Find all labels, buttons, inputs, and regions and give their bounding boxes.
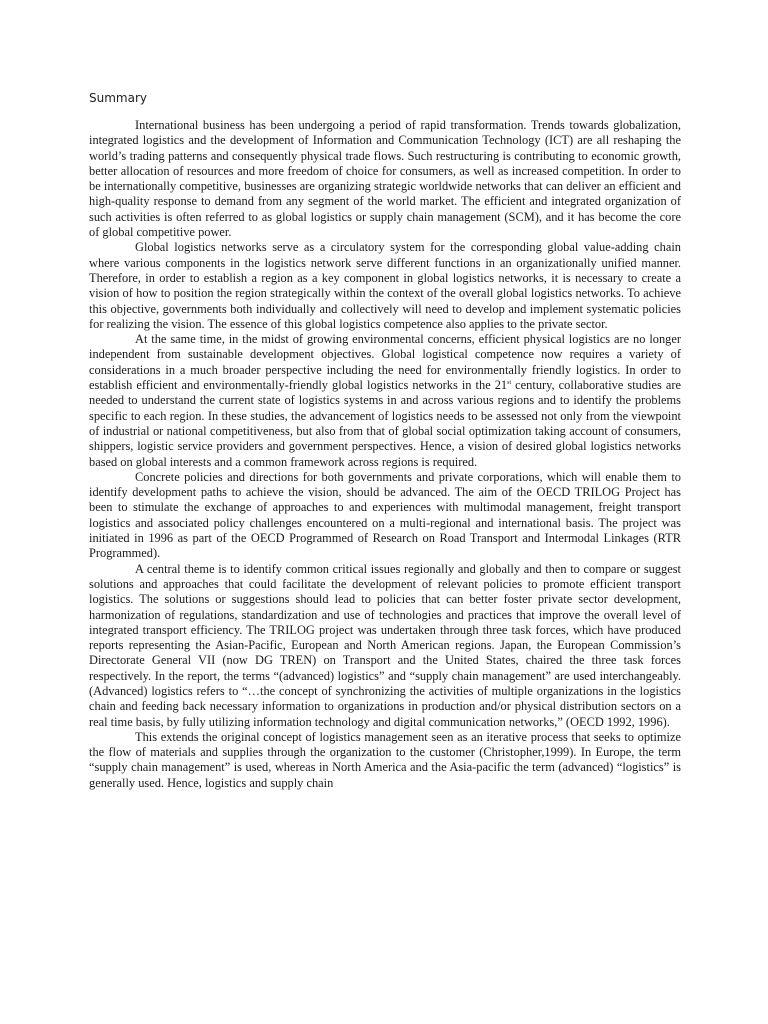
section-heading: Summary: [89, 91, 147, 105]
paragraph-4: Concrete policies and directions for both governments and private corporations, which will enable them to identify development paths to achieve the vision, should be advanced. The aim of the OECD TRILOG Project has been to stimulate the exchange of approaches to and experiences with multimodal management, freight transport logistics and associated policy challenges encountered on a multi-regional and international basis. The project was initiated in 1996 as part of the OECD Programmed of Research on Road Transport and Intermodal Linkages (RTR Programmed).: [89, 469, 681, 561]
paragraph-3-after: century, collaborative studies are needed to understand the current state of logistics systems in and across various regions and to identify the problems specific to each region. In these studies, the advancement of logistics needs to be assessed not only from the viewpoint of industrial or national competitiveness, but also from that of global social optimization taking account of consumers, shippers, logistic service providers and government perspectives. Hence, a vision of desired global logistics networks based on global interests and a common framework across regions is required.: [89, 378, 681, 469]
paragraph-6: This extends the original concept of logistics management seen as an iterative process that seeks to optimize the flow of materials and supplies through the organization to the customer (Christopher,1999). In Europe, the term “supply chain management” is used, whereas in North America and the Asia-pacific the term (advanced) “logistics” is generally used. Hence, logistics and supply chain: [89, 729, 681, 790]
paragraph-5: A central theme is to identify common critical issues regionally and globally and then to compare or suggest solutions and approaches that could facilitate the development of relevant policies to promote efficient transport logistics. The solutions or suggestions should lead to policies that can better foster private sector development, harmonization of regulations, standardization and use of technologies and practices that improve the overall level of integrated transport efficiency. The TRILOG project was undertaken through three task forces, which have produced reports representing the Asian-Pacific, European and North American regions. Japan, the European Commission’s Directorate General VII (now DG TREN) on Transport and the United States, chaired the three task forces respectively. In the report, the terms “(advanced) logistics” and “supply chain management” are used interchangeably. (Advanced) logistics refers to “…the concept of synchronizing the activities of multiple organizations in the logistics chain and feeding back necessary information to organizations in production and/or physical distribution sectors on a real time basis, by fully utilizing information technology and digital communication networks,” (OECD 1992, 1996).: [89, 561, 681, 729]
paragraph-3-before: At the same time, in the midst of growing environmental concerns, efficient physical logistics are no longer independent from sustainable development objectives. Global logistical competence now requires a variety of considerations in a much broader perspective including the need for environmentally friendly logistics. In order to establish efficient and environmentally-friendly global logistics networks in the 21: [89, 332, 681, 393]
paragraph-2: Global logistics networks serve as a circulatory system for the corresponding global value-adding chain where various components in the logistics network serve different functions in an organizationally unified manner. Therefore, in order to establish a region as a key component in global logistics networks, it is necessary to create a vision of how to position the region strategically within the context of the overall global logistics networks. To achieve this objective, governments both individually and collectively will need to develop and implement systematic policies for realizing the vision. The essence of this global logistics competence also applies to the private sector.: [89, 240, 681, 331]
ordinal-superscript: st: [507, 379, 512, 386]
document-page: [89, 90, 681, 791]
paragraph-1: International business has been undergoing a period of rapid transformation. Trends towards globalization, integrated logistics and the development of Information and Communication Technology (ICT) are all reshaping the world’s trading patterns and consequently physical trade flows. Such restructuring is contributing to economic growth, better allocation of resources and more freedom of choice for consumers, as well as increased competition. In order to be internationally competitive, businesses are organizing strategic worldwide networks that can deliver an efficient and high-quality response to demand from any segment of the world market. The efficient and integrated organization of such activities is often referred to as global logistics or supply chain management (SCM), and it has become the core of global competitive power.: [89, 118, 681, 240]
paragraph-3: [89, 332, 681, 470]
